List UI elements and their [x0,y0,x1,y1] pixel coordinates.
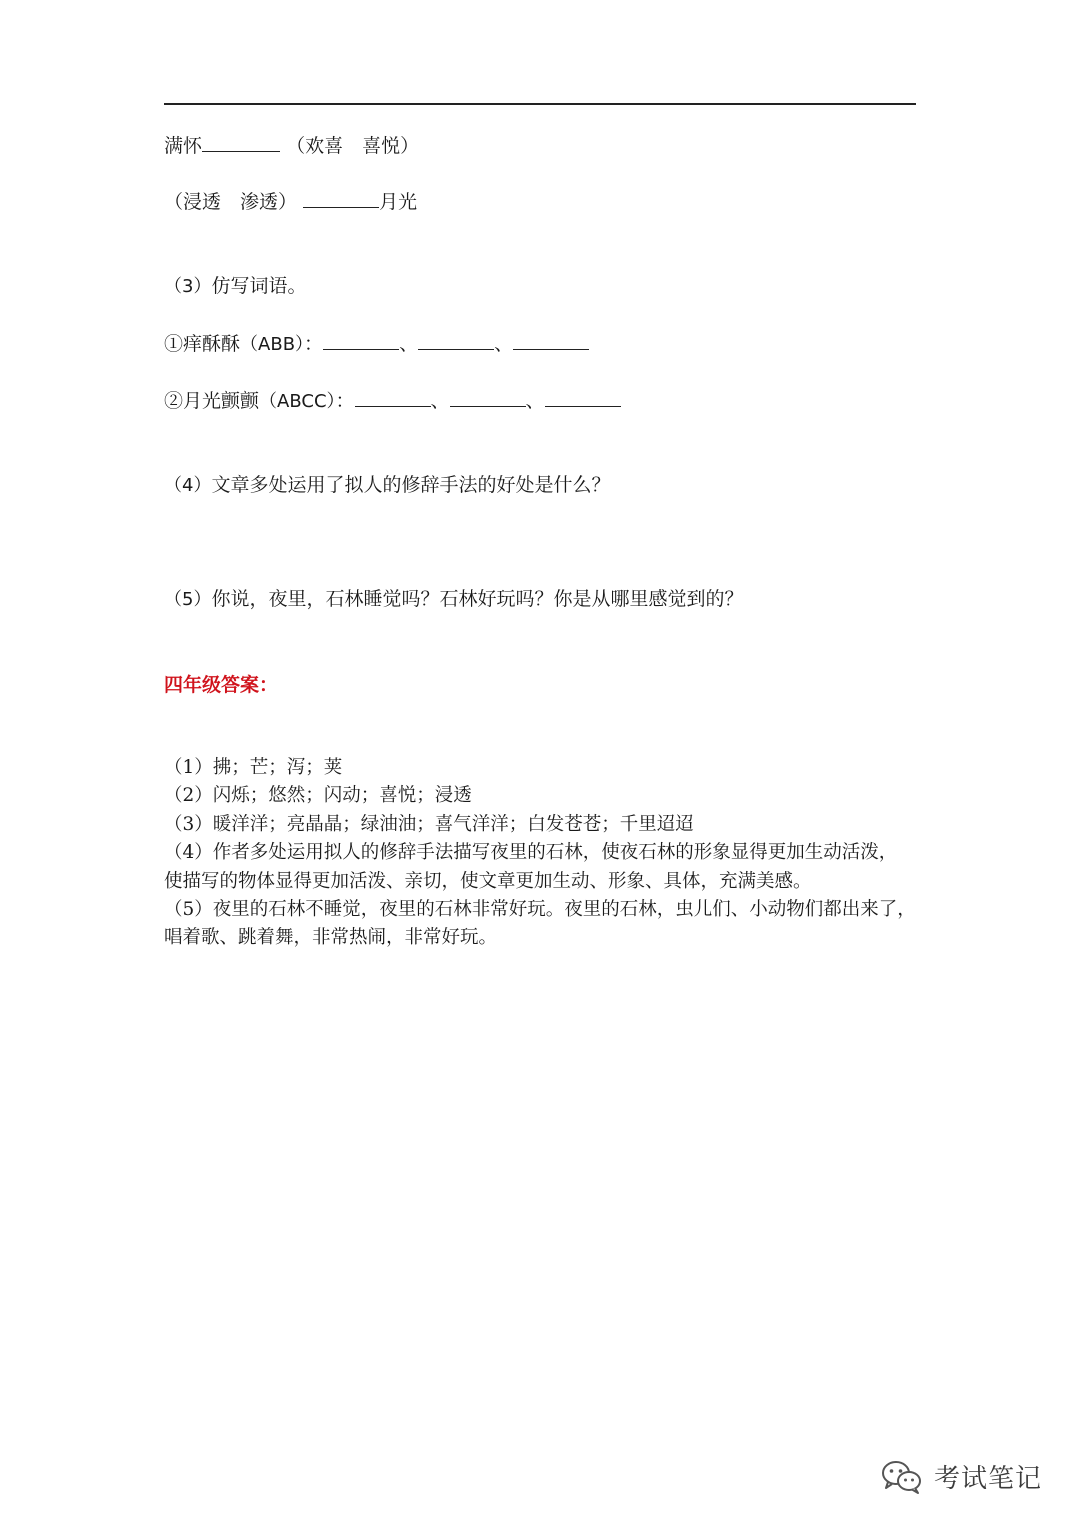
answer-blank[interactable] [450,388,526,407]
fill-1-prefix: 满怀 [164,135,203,157]
item-marker: ② [164,390,184,412]
answer-blank[interactable] [355,388,431,407]
watermark-text: 考试笔记 [934,1464,1043,1494]
separator: 、 [399,333,419,355]
question-number: （3） [164,276,212,297]
answer-blank[interactable] [303,189,379,208]
question-3 [164,274,306,299]
answers-block [164,754,924,953]
top-rule [164,103,916,105]
answer-line: （5）夜里的石林不睡觉，夜里的石林非常好玩。夜里的石林，虫儿们、小动物们都出来了， [164,899,916,921]
answer-line: （2）闪烁；悠然；闪动；喜悦；浸透 [164,785,472,807]
answer-blank[interactable] [513,331,589,350]
answer-blank[interactable] [418,331,494,350]
word-pattern: （ABB） [240,334,305,355]
fill-blank-2 [164,189,417,214]
answer-line: （3）暖洋洋；亮晶晶；绿油油；喜气洋洋；白发苍苍；千里迢迢 [164,813,694,835]
example-word: 月光颤颤 [183,390,260,412]
answer-line: （4）作者多处运用拟人的修辞手法描写夜里的石林，使夜石林的形象显得更加生动活泼， [164,842,898,864]
answer-line: 使描写的物体显得更加活泼、亲切，使文章更加生动、形象、具体，充满美感。 [164,870,812,892]
colon: ： [304,333,324,355]
wechat-icon [880,1459,924,1495]
answer-blank[interactable] [323,331,399,350]
word-pattern: （ABCC） [259,391,336,412]
question-text: 仿写词语。 [211,275,307,297]
question-5 [164,587,743,612]
separator: 、 [430,390,450,412]
colon: ： [335,390,355,412]
answers-heading: 四年级答案： [164,674,279,696]
question-number: （4） [164,475,212,496]
answer-line: （1）拂；芒；泻；荚 [164,757,343,778]
fill-blank-1 [164,133,419,158]
separator: 、 [494,333,514,355]
question-3-item-1 [164,331,589,357]
answer-blank[interactable] [545,388,621,407]
answer-blank[interactable] [202,133,280,152]
question-3-item-2 [164,388,621,414]
watermark [880,1458,1042,1495]
fill-2-options: （浸透 渗透） [164,191,298,213]
question-4 [164,473,610,498]
question-text: 文章多处运用了拟人的修辞手法的好处是什么？ [211,474,611,496]
answer-line: 唱着歌、跳着舞，非常热闹，非常好玩。 [164,927,498,949]
separator: 、 [525,390,545,412]
fill-1-options: （欢喜 喜悦） [286,135,420,157]
fill-2-suffix: 月光 [379,191,418,213]
question-number: （5） [164,589,212,610]
example-word: 痒酥酥 [183,333,241,355]
question-text: 你说，夜里，石林睡觉吗？石林好玩吗？你是从哪里感觉到的？ [211,588,744,610]
item-marker: ① [164,333,184,355]
